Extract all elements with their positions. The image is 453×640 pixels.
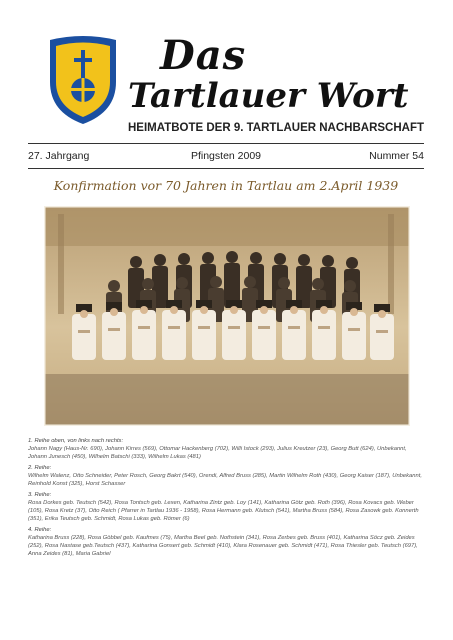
photo-caption: Konfirmation vor 70 Jahren in Tartlau am 2.April 1939 bbox=[53, 178, 399, 193]
masthead-title: Tartlauer Wort bbox=[128, 76, 409, 116]
issue-volume: 27. Jahrgang bbox=[28, 150, 90, 162]
row-names: Johann Nagy (Haus-Nr. 690), Johann Kirres (569), Ottomar Hackenberg (702), Willi Istock (293), Julius Kreutzer (23), Georg Butt (624), Unbekannt, Johann Junesch (450), Wilhelm Batschi (333), Wilhelm Lukas (481) bbox=[28, 446, 407, 460]
divider bbox=[28, 143, 424, 144]
group-photograph bbox=[44, 206, 410, 426]
issue-info bbox=[28, 150, 424, 166]
row-title: 3. Reihe: bbox=[28, 492, 52, 498]
divider bbox=[28, 168, 424, 169]
row-title: 2. Reihe: bbox=[28, 465, 52, 471]
masthead bbox=[0, 0, 453, 160]
masthead-title-top: Das bbox=[160, 32, 247, 79]
issue-edition: Pfingsten 2009 bbox=[190, 150, 262, 162]
row-title: 1. Reihe oben, von links nach rechts: bbox=[28, 438, 124, 444]
row-names: Wilhelm Walenz, Otto Schneider, Peter Rosch, Georg Bakrt (540), Orendi, Alfred Bruss (285), Martin Wilhelm Roth (430), Georg Kaiser (187), Unbekannt, Reinhold Konst (325), Horst Schasser bbox=[28, 473, 422, 487]
coat-of-arms-icon bbox=[46, 36, 120, 126]
name-list bbox=[28, 434, 424, 558]
row-names: Rosa Dorkes geb. Teutsch (542), Rosa Tontsch geb. Lexen, Katharina Zintz geb. Loy (141), Katharina Götz geb. Roth (396), Rosa Kovacs geb. Weber (105), Rosa Kretz (37), Otto Reich ( Pfarrer in Tartlau 1936 - 1958), Rosa Hermann geb. Klutsch (541), Martha Bruss (584), Rosa Zasowk geb. Konnerth (351), Erika Teutsch geb. Schmidt, Rosa Lukas geb. Römer (6) bbox=[28, 500, 419, 522]
row-title: 4. Reihe: bbox=[28, 527, 52, 533]
issue-number: Nummer 54 bbox=[369, 150, 424, 162]
masthead-subtitle: HEIMATBOTE DER 9. TARTLAUER NACHBARSCHAFT bbox=[128, 122, 425, 134]
row-names: Katharina Bruss (228), Rosa Göbbel geb. Kaufmes (75), Martha Beel geb. Nothstein (341), Rosa Zerbes geb. Bruss (401), Katharina Söcz geb. Zeides (252), Rosa Nastase geb.Teutsch (437), Katharina Gonsert geb. Schmidt (410), Klara Rosenauer geb. Schmidt (471), Rosa Thiesler geb. Teutsch (697), Anna Zeides (81), Maria Gabriel bbox=[28, 535, 418, 557]
